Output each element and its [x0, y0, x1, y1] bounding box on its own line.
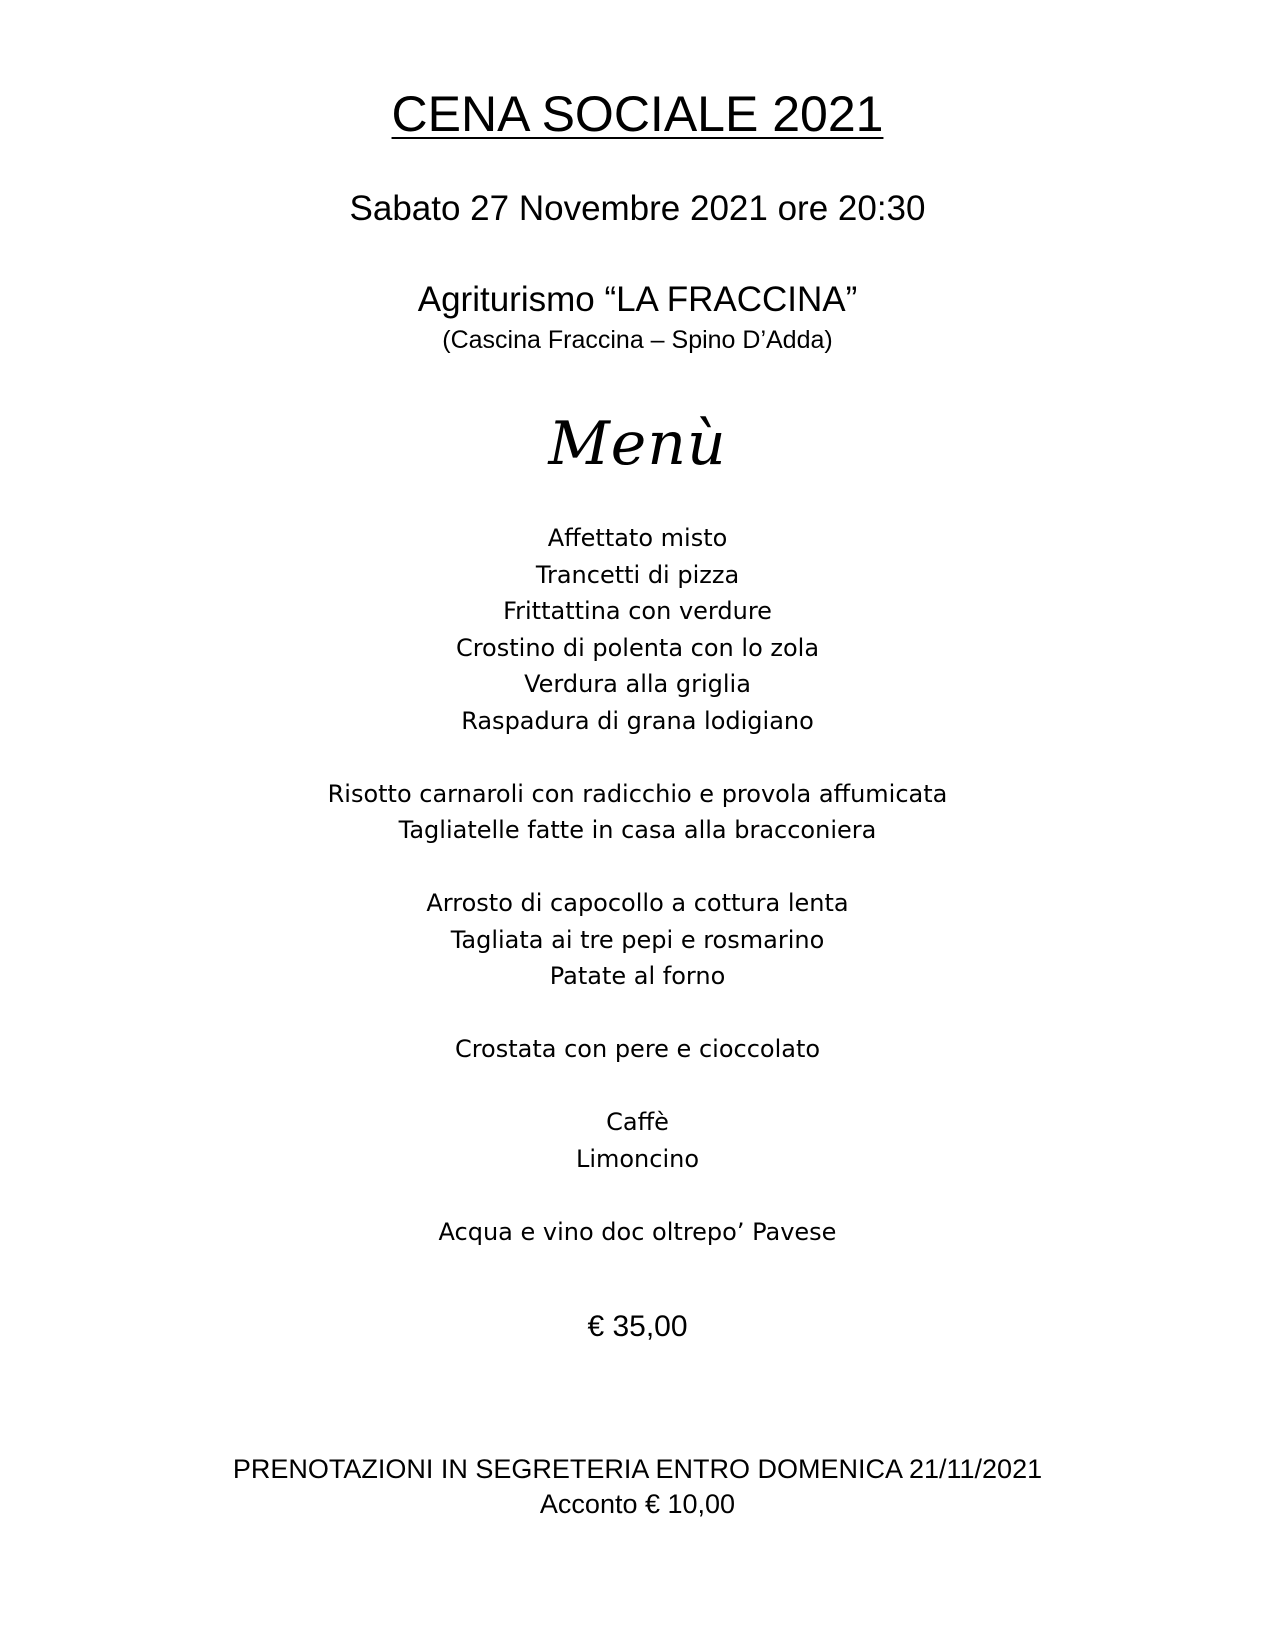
- venue-location: (Cascina Fraccina – Spino D’Adda): [442, 326, 833, 354]
- price: € 35,00: [587, 1310, 688, 1343]
- menu-item: Arrosto di capocollo a cottura lenta: [426, 889, 849, 917]
- event-date: Sabato 27 Novembre 2021 ore 20:30: [349, 189, 926, 228]
- menu-item: Tagliata ai tre pepi e rosmarino: [450, 925, 825, 954]
- menu-heading: Menù: [548, 409, 727, 479]
- menu-group-dolce: [0, 1031, 1275, 1068]
- venue-name: Agriturismo “LA FRACCINA”: [417, 280, 858, 319]
- menu-group-antipasti: [0, 520, 1275, 739]
- deposit-amount: Acconto € 10,00: [539, 1489, 736, 1519]
- menu-group-bevande: [0, 1214, 1275, 1251]
- menu-group-caffe: [0, 1104, 1275, 1177]
- menu-group-primi: [0, 776, 1275, 849]
- menu-item: Crostino di polenta con lo zola: [455, 633, 820, 662]
- menu-item: Patate al forno: [549, 962, 726, 990]
- menu-item: Frittattina con verdure: [503, 597, 772, 625]
- menu-item: Trancetti di pizza: [535, 560, 740, 589]
- menu-item: Raspadura di grana lodigiano: [461, 706, 814, 735]
- menu-item: Tagliatelle fatte in casa alla bracconiera: [398, 816, 877, 844]
- menu-item: Affettato misto: [547, 524, 728, 552]
- menu-group-secondi: [0, 885, 1275, 995]
- menu-item: Risotto carnaroli con radicchio e provola affumicata: [327, 779, 948, 808]
- menu-item: Verdura alla griglia: [524, 670, 751, 698]
- menu-item: Caffè: [606, 1108, 669, 1136]
- page-title: CENA SOCIALE 2021: [391, 86, 884, 142]
- booking-notice: PRENOTAZIONI IN SEGRETERIA ENTRO DOMENICA 21/11/2021: [232, 1454, 1043, 1484]
- menu-list: [0, 520, 1275, 1287]
- menu-item: Limoncino: [575, 1144, 700, 1173]
- menu-item: Crostata con pere e cioccolato: [454, 1035, 821, 1063]
- menu-item: Acqua e vino doc oltrepo’ Pavese: [438, 1217, 837, 1246]
